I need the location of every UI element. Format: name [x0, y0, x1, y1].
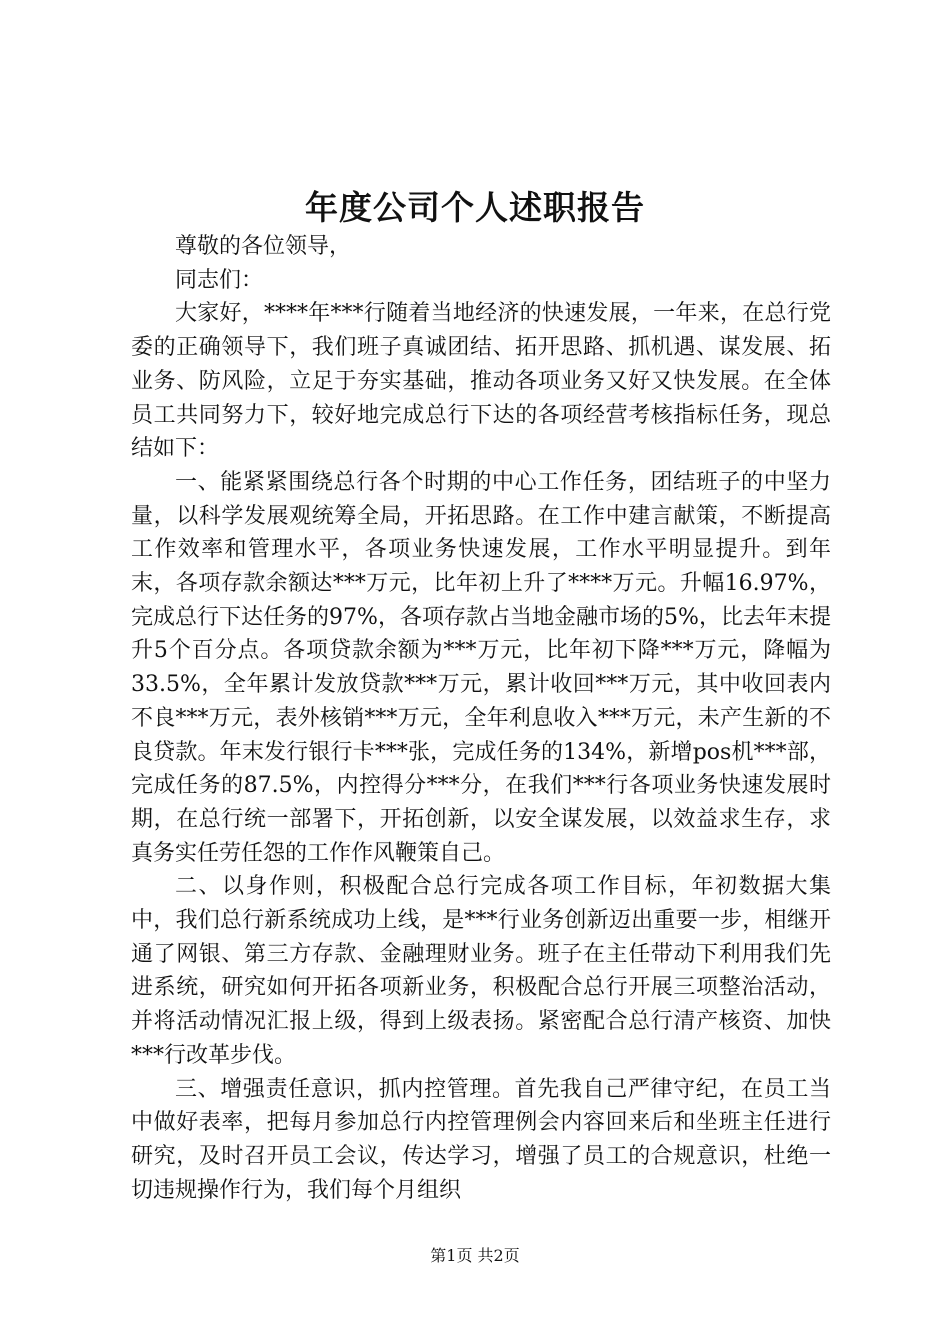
paragraph-intro: 大家好，****年***行随着当地经济的快速发展，一年来，在总行党委的正确领导下，我们班子真诚团结、拓开思路、抓机遇、谋发展、拓业务、防风险，立足于夯实基础，推动各项业务又好又快发展。在全体员工共同努力下，较好地完成总行下达的各项经营考核指标任务，现总结如下：: [131, 301, 831, 462]
paragraph-section-3: 三、增强责任意识，抓内控管理。首先我自己严律守纪，在员工当中做好表率，把每月参加总行内控管理例会内容回来后和坐班主任进行研究，及时召开员工会议，传达学习，增强了员工的合规意识，杜绝一切违规操作行为，我们每个月组织: [131, 1076, 831, 1203]
document-body: [131, 230, 831, 1207]
page-number-footer: 第1页 共2页: [430, 1246, 520, 1265]
salutation-line-1: 尊敬的各位领导，: [175, 234, 352, 259]
paragraph-section-2: 二、以身作则，积极配合总行完成各项工作目标，年初数据大集中，我们总行新系统成功上线，是***行业务创新迈出重要一步，相继开通了网银、第三方存款、金融理财业务。班子在主任带动下利用我们先进系统，研究如何开拓各项新业务，积极配合总行开展三项整治活动，并将活动情况汇报上级，得到上级表扬。紧密配合总行清产核资、加快***行改革步伐。: [131, 874, 831, 1068]
salutation-line-2: 同志们：: [175, 267, 264, 293]
paragraph-section-1: 一、能紧紧围绕总行各个时期的中心工作任务，团结班子的中坚力量，以科学发展观统筹全局，开拓思路。在工作中建言献策，不断提高工作效率和管理水平，各项业务快速发展，工作水平明显提升。到年末，各项存款余额达***万元，比年初上升了****万元。升幅16.97%，完成总行下达任务的97%，各项存款占当地金融市场的5%，比去年末提升5个百分点。各项贷款余额为***万元，比年初下降***万元，降幅为33.5%，全年累计发放贷款***万元，累计收回***万元，其中收回表内不良***万元，表外核销***万元，全年利息收入***万元，未产生新的不良贷款。年末发行银行卡***张，完成任务的134%，新增pos机***部，完成任务的87.5%，内控得分***分，在我们***行各项业务快速发展时期，在总行统一部署下，开拓创新，以安全谋发展，以效益求生存，求真务实任劳任怨的工作作风鞭策自己。: [131, 469, 831, 866]
document-title: 年度公司个人述职报告: [305, 188, 645, 227]
